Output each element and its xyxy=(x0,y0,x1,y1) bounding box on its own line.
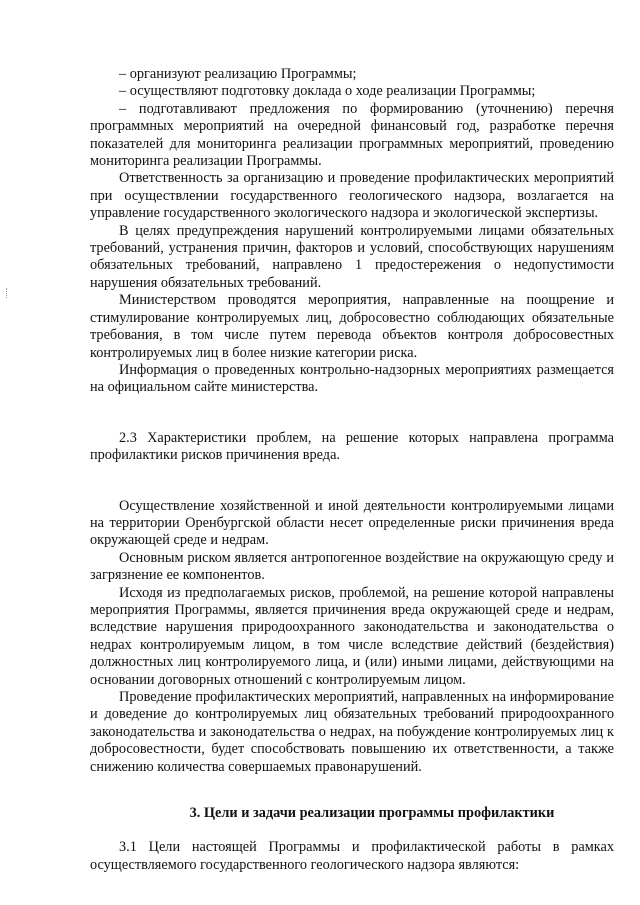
paragraph-prevention: В целях предупреждения нарушений контролируемыми лицами обязательных требований, устранения причин, факторов и условий, способствующих нарушениям обязательных требований, направлено 1 предостережения о недопустимости нарушения обязательных требований. xyxy=(90,222,614,291)
list-item-proposals: – подготавливают предложения по формированию (уточнению) перечня программных мероприятий на очередной финансовый год, разработке перечня показателей для мониторинга реализации программных мероприятий, проведению мониторинга реализации Программы. xyxy=(90,100,614,170)
paragraph-ministry-measures: Министерством проводятся мероприятия, направленные на поощрение и стимулирование контролируемых лиц, добросовестно соблюдающих обязательные требования, в том числе путем перевода объектов контроля добросовестных контролируемых лиц в более низкие категории риска. xyxy=(90,292,614,361)
paragraph-responsibility: Ответственность за организацию и проведение профилактических мероприятий при осуществлении государственного геологического надзора, возлагается на управление государственного экологического надзора и экологической экспертизы. xyxy=(90,170,614,222)
paragraph-main-risk: Основным риском является антропогенное воздействие на окружающую среду и загрязнение ее компонентов. xyxy=(90,549,614,584)
paragraph-goals: 3.1 Цели настоящей Программы и профилактической работы в рамках осуществляемого государственного геологического надзора являются: xyxy=(90,839,614,873)
document-body xyxy=(90,66,614,874)
paragraph-problem: Исходя из предполагаемых рисков, проблемой, на решение которой направлены мероприятия Программы, является причинения вреда окружающей среде и недрам, вследствие нарушения природоохранного законодательства и законодательства о недрах контролируемым лицом, в том числе вследствие действий (бездействия) должностных лиц контролируемого лица, и (или) иными лицами, действующими на основании договорных отношений с контролируемым лицом. xyxy=(90,584,614,688)
paragraph-information: Информация о проведенных контрольно-надзорных мероприятиях размещается на официальном сайте министерства. xyxy=(90,361,614,396)
subsection-title: 2.3 Характеристики проблем, на решение которых направлена программа профилактики рисков причинения вреда. xyxy=(90,429,614,464)
section-heading: 3. Цели и задачи реализации программы профилактики xyxy=(189,805,555,822)
list-item-organize: – организуют реализацию Программы; xyxy=(119,66,357,82)
paragraph-activity-risks: Осуществление хозяйственной и иной деятельности контролируемыми лицами на территории Оренбургской области несет определенные риски причинения вреда окружающей среде и недрам. xyxy=(90,497,614,549)
paragraph-prevention-effect: Проведение профилактических мероприятий, направленных на информирование и доведение до контролируемых лиц обязательных требований природоохранного законодательства и законодательства о недрах, на побуждение контролируемых лиц к добросовестности, будет способствовать повышению их ответственности, а также снижению количества совершаемых правонарушений. xyxy=(90,689,614,775)
margin-mark xyxy=(6,288,9,298)
list-item-report: – осуществляют подготовку доклада о ходе реализации Программы; xyxy=(119,83,536,100)
